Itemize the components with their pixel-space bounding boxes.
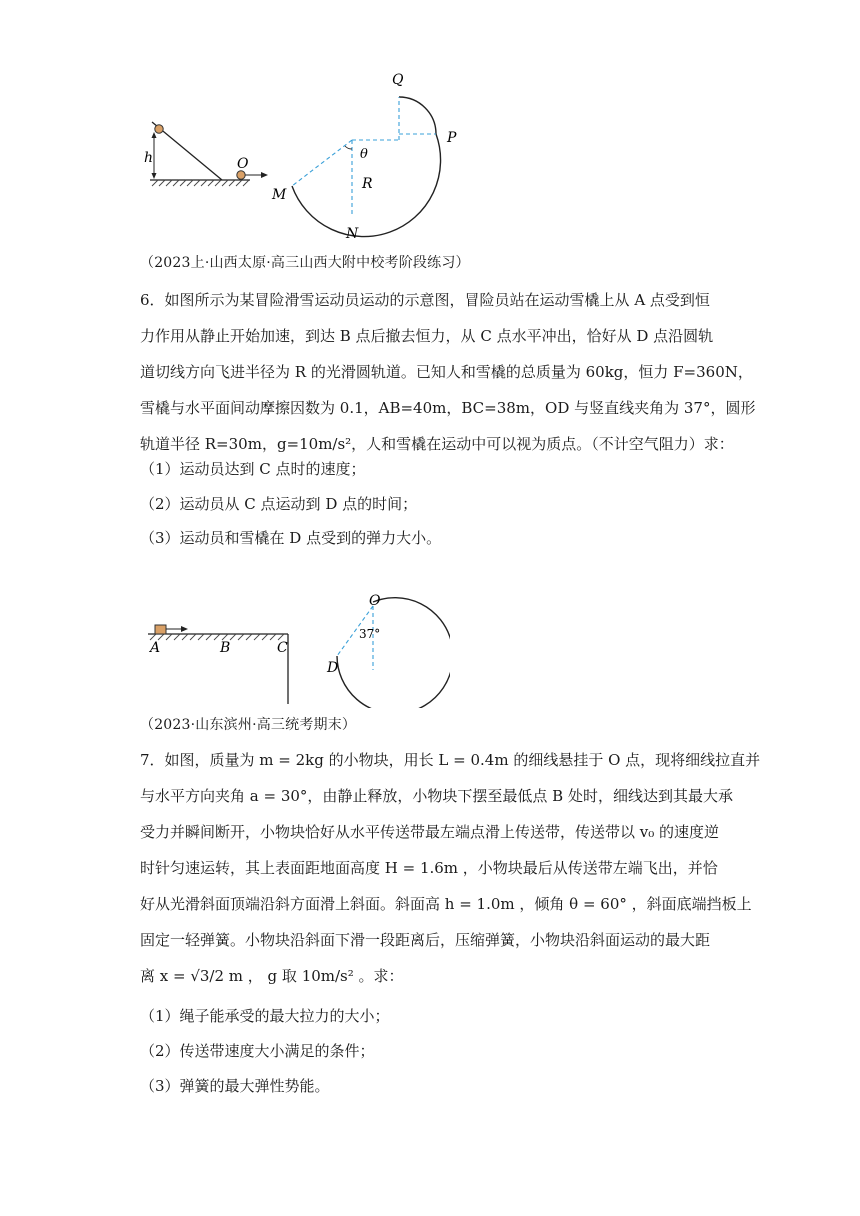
q6-line: 雪橇与水平面间动摩擦因数为 0.1，AB=40m，BC=38m，OD 与竖直线夹角为 37°，圆形	[140, 399, 756, 417]
label-P: P	[447, 130, 457, 146]
figure-ski-track-circle	[140, 548, 450, 708]
q7-line: 离 x = √3/2 m ， g 取 10m/s² 。求：	[140, 967, 404, 985]
q6-line: 力作用从静止开始加速，到达 B 点后撤去恒力，从 C 点水平冲出，恰好从 D 点沿圆轨	[140, 327, 714, 345]
q6-line: 6．如图所示为某冒险滑雪运动员运动的示意图，冒险员站在运动雪橇上从 A 点受到恒	[140, 291, 710, 309]
label-angle-37: 37°	[359, 627, 381, 641]
q7-line: 固定一轻弹簧。小物块沿斜面下滑一段距离后，压缩弹簧，小物块沿斜面运动的最大距	[140, 931, 711, 949]
q7-item-3: （3）弹簧的最大弹性势能。	[140, 1077, 330, 1095]
label-O: O	[369, 593, 381, 609]
q7-item-2: （2）传送带速度大小满足的条件；	[140, 1042, 375, 1060]
q7-line: 与水平方向夹角 a = 30°，由静止释放，小物块下摆至最低点 B 处时，细线达到其最大承	[140, 787, 733, 805]
label-O-left: O	[237, 156, 249, 172]
q6-text	[140, 282, 756, 462]
figure-incline-circular-track	[140, 62, 480, 247]
q7-line: 受力并瞬间断开，小物块恰好从水平传送带最左端点滑上传送带，传送带以 v₀ 的速度逆	[140, 823, 720, 841]
label-h: h	[144, 150, 154, 166]
q7-item-1: （1）绳子能承受的最大拉力的大小；	[140, 1007, 390, 1025]
q7-line: 7．如图，质量为 m = 2kg 的小物块，用长 L = 0.4m 的细线悬挂于 O 点，现将细线拉直并	[140, 751, 761, 769]
q6-source: （2023上·山西太原·高三山西大附中校考阶段练习）	[140, 255, 470, 271]
label-M: M	[272, 187, 287, 203]
label-N: N	[346, 226, 359, 242]
label-B: B	[220, 640, 231, 656]
q7-text	[140, 742, 761, 994]
q6-line: 轨道半径 R=30m，g=10m/s²，人和雪橇在运动中可以视为质点。（不计空气阻力）求：	[140, 435, 734, 453]
label-theta: θ	[360, 147, 368, 162]
q7-line: 时针匀速运转，其上表面距地面高度 H = 1.6m ，小物块最后从传送带左端飞出，并恰	[140, 859, 718, 877]
label-D: D	[327, 660, 339, 676]
q7-source: （2023·山东滨州·高三统考期末）	[140, 717, 357, 733]
q6-item-2: （2）运动员从 C 点运动到 D 点的时间；	[140, 495, 418, 513]
label-Q: Q	[392, 72, 404, 88]
label-C: C	[277, 640, 288, 656]
q7-line: 好从光滑斜面顶端沿斜方面滑上斜面。斜面高 h = 1.0m ，倾角 θ = 60° ，斜面底端挡板上	[140, 895, 752, 913]
q6-line: 道切线方向飞进半径为 R 的光滑圆轨道。已知人和雪橇的总质量为 60kg，恒力 F=360N，	[140, 363, 753, 381]
label-A: A	[150, 640, 161, 656]
label-R: R	[362, 176, 373, 192]
q6-item-1: （1）运动员达到 C 点时的速度；	[140, 460, 366, 478]
q6-item-3: （3）运动员和雪橇在 D 点受到的弹力大小。	[140, 529, 442, 547]
